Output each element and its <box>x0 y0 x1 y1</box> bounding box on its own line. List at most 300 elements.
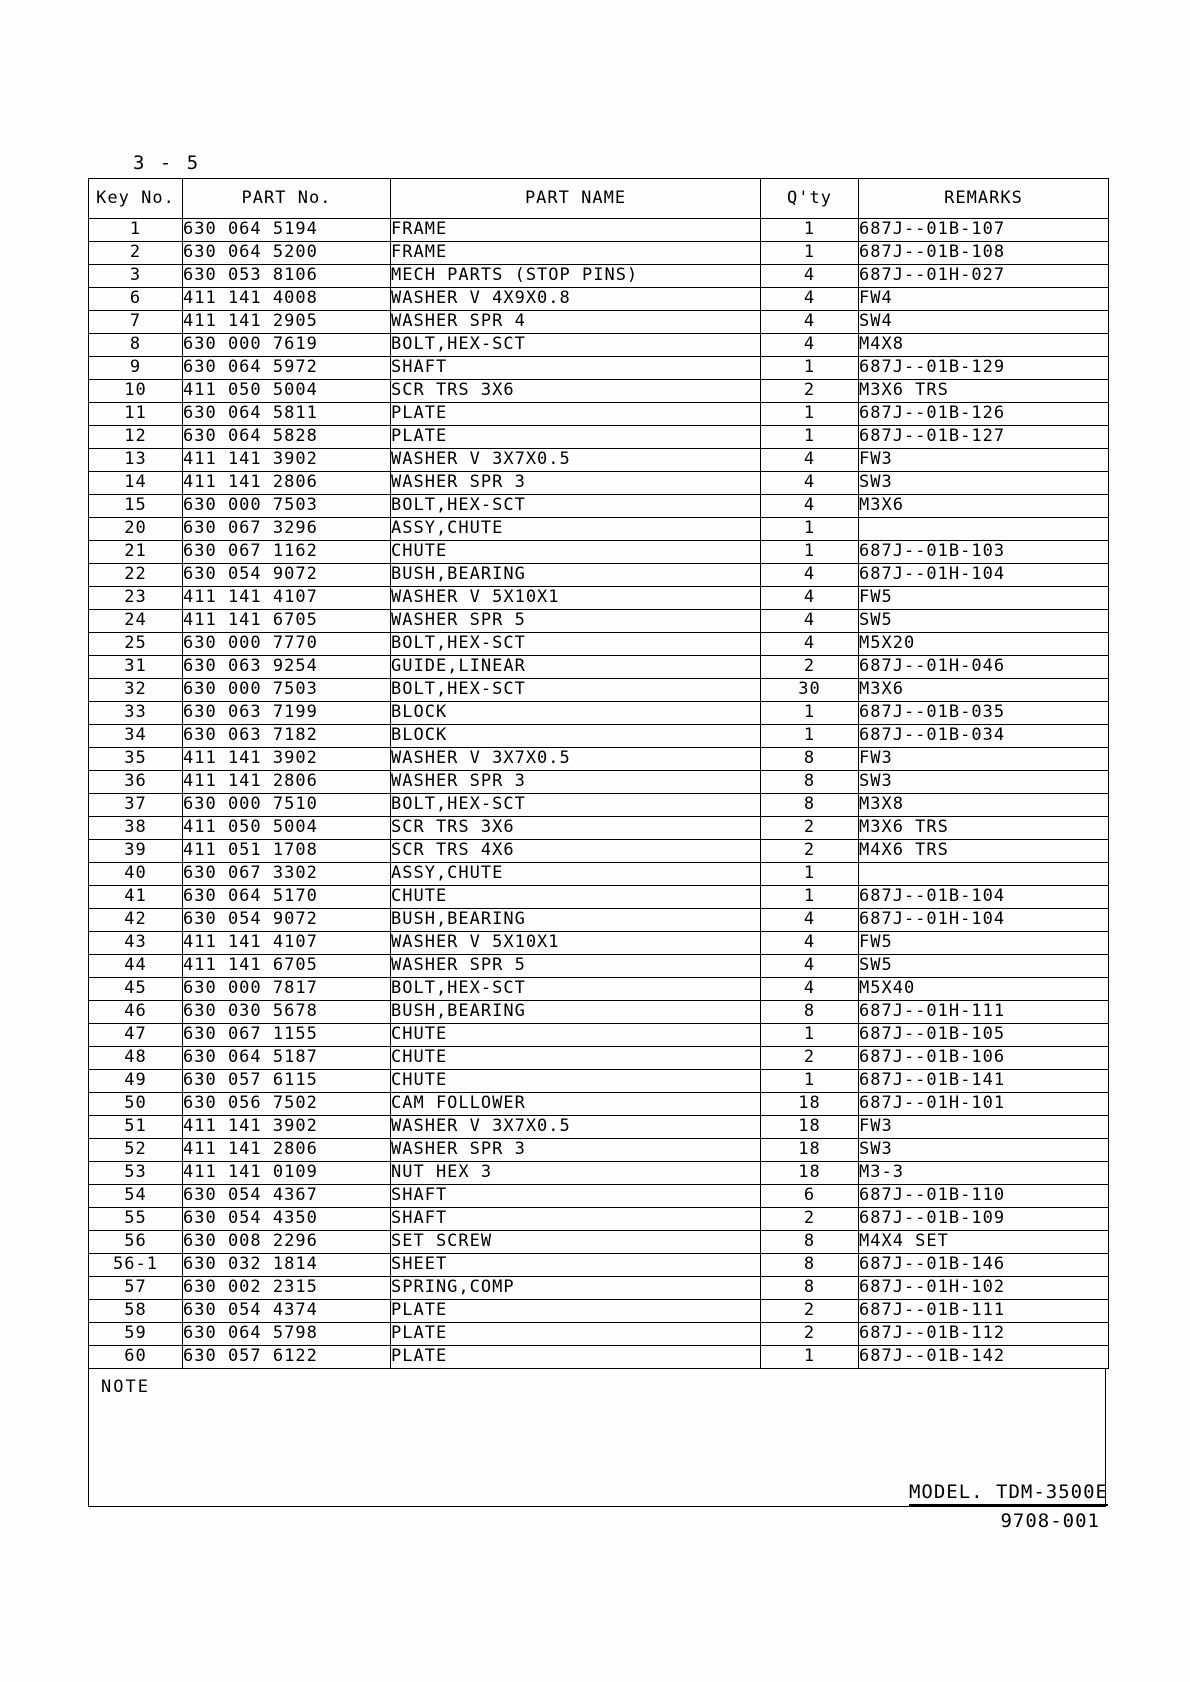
column-header-qty: Q'ty <box>761 179 859 219</box>
document-footer <box>909 1481 1108 1532</box>
table-header-row <box>89 179 1109 219</box>
cell-remarks: M5X40 <box>859 978 1109 1001</box>
cell-part-no: 411 141 3902 <box>183 748 391 771</box>
table-row <box>89 1024 1109 1047</box>
cell-qty: 1 <box>761 541 859 564</box>
table-row <box>89 1346 1109 1369</box>
table-row <box>89 265 1109 288</box>
cell-part-name: PLATE <box>391 403 761 426</box>
cell-qty: 1 <box>761 863 859 886</box>
cell-part-name: WASHER V 5X10X1 <box>391 932 761 955</box>
table-row <box>89 1185 1109 1208</box>
cell-part-name: WASHER V 3X7X0.5 <box>391 449 761 472</box>
table-row <box>89 1116 1109 1139</box>
table-row <box>89 955 1109 978</box>
model-label: MODEL. TDM-3500E <box>909 1481 1108 1506</box>
cell-key-no: 31 <box>89 656 183 679</box>
cell-key-no: 56-1 <box>89 1254 183 1277</box>
cell-part-name: WASHER V 3X7X0.5 <box>391 1116 761 1139</box>
cell-part-no: 411 141 4107 <box>183 932 391 955</box>
cell-part-no: 411 051 1708 <box>183 840 391 863</box>
cell-qty: 1 <box>761 702 859 725</box>
cell-remarks: 687J--01B-112 <box>859 1323 1109 1346</box>
cell-qty: 6 <box>761 1185 859 1208</box>
table-header <box>89 179 1109 219</box>
cell-key-no: 1 <box>89 219 183 242</box>
table-row <box>89 1300 1109 1323</box>
cell-remarks: M3X6 TRS <box>859 817 1109 840</box>
table-row <box>89 748 1109 771</box>
cell-qty: 1 <box>761 725 859 748</box>
cell-key-no: 24 <box>89 610 183 633</box>
cell-part-no: 630 063 7182 <box>183 725 391 748</box>
cell-part-no: 411 050 5004 <box>183 817 391 840</box>
cell-part-name: BOLT,HEX-SCT <box>391 495 761 518</box>
cell-part-name: SCR TRS 3X6 <box>391 817 761 840</box>
cell-part-name: PLATE <box>391 1300 761 1323</box>
cell-remarks: M4X4 SET <box>859 1231 1109 1254</box>
cell-qty: 2 <box>761 1300 859 1323</box>
cell-qty: 4 <box>761 495 859 518</box>
table-row <box>89 725 1109 748</box>
cell-part-name: SET SCREW <box>391 1231 761 1254</box>
cell-part-no: 630 063 7199 <box>183 702 391 725</box>
cell-part-no: 411 141 2806 <box>183 472 391 495</box>
cell-qty: 2 <box>761 1208 859 1231</box>
cell-qty: 4 <box>761 587 859 610</box>
cell-qty: 4 <box>761 449 859 472</box>
cell-part-name: BOLT,HEX-SCT <box>391 978 761 1001</box>
cell-key-no: 22 <box>89 564 183 587</box>
table-row <box>89 932 1109 955</box>
cell-remarks: FW3 <box>859 748 1109 771</box>
cell-qty: 4 <box>761 334 859 357</box>
cell-qty: 4 <box>761 610 859 633</box>
table-row <box>89 541 1109 564</box>
cell-qty: 18 <box>761 1093 859 1116</box>
table-row <box>89 610 1109 633</box>
table-row <box>89 1047 1109 1070</box>
table-row <box>89 518 1109 541</box>
cell-part-no: 630 056 7502 <box>183 1093 391 1116</box>
cell-key-no: 40 <box>89 863 183 886</box>
cell-key-no: 3 <box>89 265 183 288</box>
cell-remarks: FW3 <box>859 449 1109 472</box>
table-row <box>89 403 1109 426</box>
cell-remarks: 687J--01B-108 <box>859 242 1109 265</box>
cell-part-name: SHAFT <box>391 1208 761 1231</box>
cell-part-name: WASHER V 4X9X0.8 <box>391 288 761 311</box>
cell-part-name: SHAFT <box>391 1185 761 1208</box>
cell-part-no: 630 064 5798 <box>183 1323 391 1346</box>
cell-part-name: BOLT,HEX-SCT <box>391 334 761 357</box>
cell-part-no: 630 053 8106 <box>183 265 391 288</box>
cell-part-no: 630 000 7619 <box>183 334 391 357</box>
parts-list-table <box>88 178 1109 1369</box>
cell-part-no: 630 000 7510 <box>183 794 391 817</box>
table-body <box>89 219 1109 1369</box>
cell-part-name: BLOCK <box>391 702 761 725</box>
cell-qty: 1 <box>761 403 859 426</box>
table-row <box>89 426 1109 449</box>
cell-part-no: 411 141 4107 <box>183 587 391 610</box>
cell-remarks: 687J--01B-105 <box>859 1024 1109 1047</box>
table-row <box>89 1070 1109 1093</box>
table-row <box>89 587 1109 610</box>
cell-remarks: 687J--01B-129 <box>859 357 1109 380</box>
cell-key-no: 49 <box>89 1070 183 1093</box>
cell-part-no: 411 141 4008 <box>183 288 391 311</box>
cell-qty: 1 <box>761 242 859 265</box>
cell-part-no: 630 000 7503 <box>183 679 391 702</box>
cell-key-no: 13 <box>89 449 183 472</box>
cell-qty: 2 <box>761 656 859 679</box>
cell-part-name: WASHER SPR 4 <box>391 311 761 334</box>
cell-remarks: 687J--01H-104 <box>859 909 1109 932</box>
cell-remarks: SW3 <box>859 771 1109 794</box>
table-row <box>89 1139 1109 1162</box>
cell-key-no: 51 <box>89 1116 183 1139</box>
cell-key-no: 46 <box>89 1001 183 1024</box>
document-number: 9708-001 <box>1000 1510 1100 1532</box>
cell-qty: 4 <box>761 978 859 1001</box>
table-row <box>89 886 1109 909</box>
cell-qty: 1 <box>761 219 859 242</box>
cell-remarks: FW4 <box>859 288 1109 311</box>
table-row <box>89 1162 1109 1185</box>
cell-part-name: WASHER SPR 5 <box>391 610 761 633</box>
cell-remarks: 687J--01H-111 <box>859 1001 1109 1024</box>
cell-part-name: BOLT,HEX-SCT <box>391 679 761 702</box>
cell-key-no: 52 <box>89 1139 183 1162</box>
cell-key-no: 48 <box>89 1047 183 1070</box>
cell-remarks: M3-3 <box>859 1162 1109 1185</box>
cell-qty: 2 <box>761 380 859 403</box>
cell-part-name: PLATE <box>391 1346 761 1369</box>
table-row <box>89 1254 1109 1277</box>
cell-key-no: 34 <box>89 725 183 748</box>
cell-part-no: 630 067 1162 <box>183 541 391 564</box>
cell-qty: 1 <box>761 518 859 541</box>
table-row <box>89 978 1109 1001</box>
cell-remarks: M3X6 <box>859 679 1109 702</box>
column-header-key-no: Key No. <box>89 179 183 219</box>
cell-key-no: 58 <box>89 1300 183 1323</box>
cell-part-name: WASHER SPR 5 <box>391 955 761 978</box>
cell-qty: 4 <box>761 633 859 656</box>
cell-part-name: BUSH,BEARING <box>391 1001 761 1024</box>
table-row <box>89 219 1109 242</box>
cell-part-name: GUIDE,LINEAR <box>391 656 761 679</box>
table-row <box>89 817 1109 840</box>
cell-key-no: 9 <box>89 357 183 380</box>
cell-remarks: 687J--01B-104 <box>859 886 1109 909</box>
cell-qty: 2 <box>761 1047 859 1070</box>
cell-qty: 1 <box>761 426 859 449</box>
cell-key-no: 50 <box>89 1093 183 1116</box>
cell-remarks: 687J--01H-027 <box>859 265 1109 288</box>
cell-qty: 4 <box>761 311 859 334</box>
cell-part-name: NUT HEX 3 <box>391 1162 761 1185</box>
page-section-number: 3 - 5 <box>133 152 201 174</box>
table-row <box>89 1323 1109 1346</box>
note-label: NOTE <box>101 1377 150 1397</box>
cell-part-no: 630 064 5811 <box>183 403 391 426</box>
cell-key-no: 33 <box>89 702 183 725</box>
cell-key-no: 56 <box>89 1231 183 1254</box>
cell-key-no: 39 <box>89 840 183 863</box>
cell-qty: 1 <box>761 1024 859 1047</box>
table-row <box>89 656 1109 679</box>
cell-remarks: 687J--01H-104 <box>859 564 1109 587</box>
cell-remarks: 687J--01H-102 <box>859 1277 1109 1300</box>
table-row <box>89 909 1109 932</box>
cell-key-no: 21 <box>89 541 183 564</box>
cell-part-no: 411 141 0109 <box>183 1162 391 1185</box>
cell-part-no: 630 064 5187 <box>183 1047 391 1070</box>
table-row <box>89 311 1109 334</box>
cell-part-name: ASSY,CHUTE <box>391 518 761 541</box>
cell-remarks: 687J--01B-146 <box>859 1254 1109 1277</box>
cell-key-no: 38 <box>89 817 183 840</box>
table-row <box>89 380 1109 403</box>
cell-key-no: 32 <box>89 679 183 702</box>
column-header-part-name: PART NAME <box>391 179 761 219</box>
cell-key-no: 36 <box>89 771 183 794</box>
cell-qty: 4 <box>761 265 859 288</box>
table-row <box>89 1231 1109 1254</box>
cell-qty: 4 <box>761 955 859 978</box>
cell-part-name: SCR TRS 3X6 <box>391 380 761 403</box>
cell-part-no: 411 141 6705 <box>183 610 391 633</box>
cell-qty: 2 <box>761 840 859 863</box>
cell-remarks: 687J--01H-046 <box>859 656 1109 679</box>
cell-key-no: 35 <box>89 748 183 771</box>
cell-part-no: 411 141 3902 <box>183 449 391 472</box>
cell-key-no: 55 <box>89 1208 183 1231</box>
cell-remarks: 687J--01B-110 <box>859 1185 1109 1208</box>
cell-part-no: 630 067 3302 <box>183 863 391 886</box>
cell-qty: 4 <box>761 472 859 495</box>
cell-key-no: 25 <box>89 633 183 656</box>
cell-part-name: CHUTE <box>391 1070 761 1093</box>
table-row <box>89 840 1109 863</box>
cell-key-no: 15 <box>89 495 183 518</box>
cell-part-name: WASHER SPR 3 <box>391 472 761 495</box>
cell-part-no: 630 000 7503 <box>183 495 391 518</box>
cell-key-no: 20 <box>89 518 183 541</box>
cell-part-no: 411 141 2905 <box>183 311 391 334</box>
cell-qty: 8 <box>761 1277 859 1300</box>
cell-part-name: CAM FOLLOWER <box>391 1093 761 1116</box>
cell-qty: 8 <box>761 748 859 771</box>
cell-part-name: MECH PARTS (STOP PINS) <box>391 265 761 288</box>
cell-remarks: M3X6 <box>859 495 1109 518</box>
cell-qty: 18 <box>761 1139 859 1162</box>
cell-part-no: 411 141 2806 <box>183 1139 391 1162</box>
table-row <box>89 288 1109 311</box>
table-row <box>89 242 1109 265</box>
cell-part-no: 630 064 5972 <box>183 357 391 380</box>
cell-part-no: 630 057 6122 <box>183 1346 391 1369</box>
cell-key-no: 42 <box>89 909 183 932</box>
cell-part-name: FRAME <box>391 242 761 265</box>
cell-part-no: 630 067 1155 <box>183 1024 391 1047</box>
cell-part-name: SCR TRS 4X6 <box>391 840 761 863</box>
cell-part-name: CHUTE <box>391 541 761 564</box>
cell-remarks: 687J--01H-101 <box>859 1093 1109 1116</box>
cell-key-no: 47 <box>89 1024 183 1047</box>
cell-part-no: 630 008 2296 <box>183 1231 391 1254</box>
cell-part-name: PLATE <box>391 426 761 449</box>
cell-key-no: 60 <box>89 1346 183 1369</box>
cell-remarks: FW3 <box>859 1116 1109 1139</box>
table-row <box>89 794 1109 817</box>
cell-qty: 2 <box>761 1323 859 1346</box>
cell-key-no: 41 <box>89 886 183 909</box>
cell-key-no: 14 <box>89 472 183 495</box>
cell-qty: 4 <box>761 932 859 955</box>
cell-remarks: 687J--01B-034 <box>859 725 1109 748</box>
cell-qty: 4 <box>761 564 859 587</box>
cell-part-name: BUSH,BEARING <box>391 909 761 932</box>
cell-part-no: 630 054 4367 <box>183 1185 391 1208</box>
cell-part-no: 411 050 5004 <box>183 380 391 403</box>
table-row <box>89 633 1109 656</box>
table-row <box>89 449 1109 472</box>
cell-part-no: 630 064 5828 <box>183 426 391 449</box>
cell-part-name: FRAME <box>391 219 761 242</box>
cell-part-no: 630 054 9072 <box>183 564 391 587</box>
cell-part-no: 411 141 3902 <box>183 1116 391 1139</box>
cell-key-no: 57 <box>89 1277 183 1300</box>
cell-part-name: CHUTE <box>391 1024 761 1047</box>
table-row <box>89 1093 1109 1116</box>
table-row <box>89 771 1109 794</box>
cell-remarks: 687J--01B-103 <box>859 541 1109 564</box>
table-row <box>89 863 1109 886</box>
cell-qty: 4 <box>761 288 859 311</box>
cell-part-no: 630 057 6115 <box>183 1070 391 1093</box>
cell-part-no: 411 141 6705 <box>183 955 391 978</box>
column-header-part-no: PART No. <box>183 179 391 219</box>
cell-part-name: WASHER SPR 3 <box>391 1139 761 1162</box>
cell-remarks: 687J--01B-111 <box>859 1300 1109 1323</box>
cell-qty: 8 <box>761 771 859 794</box>
cell-part-no: 630 054 4350 <box>183 1208 391 1231</box>
cell-remarks: 687J--01B-035 <box>859 702 1109 725</box>
cell-remarks: FW5 <box>859 587 1109 610</box>
cell-key-no: 12 <box>89 426 183 449</box>
cell-part-no: 630 002 2315 <box>183 1277 391 1300</box>
cell-part-name: BLOCK <box>391 725 761 748</box>
table-row <box>89 357 1109 380</box>
cell-qty: 8 <box>761 1254 859 1277</box>
cell-remarks: M4X6 TRS <box>859 840 1109 863</box>
cell-part-no: 630 064 5170 <box>183 886 391 909</box>
cell-remarks: 687J--01B-126 <box>859 403 1109 426</box>
cell-remarks: M3X6 TRS <box>859 380 1109 403</box>
cell-part-name: WASHER V 5X10X1 <box>391 587 761 610</box>
cell-part-no: 630 000 7817 <box>183 978 391 1001</box>
cell-qty: 1 <box>761 1346 859 1369</box>
cell-part-name: BOLT,HEX-SCT <box>391 633 761 656</box>
cell-part-no: 630 067 3296 <box>183 518 391 541</box>
cell-remarks: 687J--01B-142 <box>859 1346 1109 1369</box>
column-header-remarks: REMARKS <box>859 179 1109 219</box>
table-row <box>89 564 1109 587</box>
cell-remarks: 687J--01B-141 <box>859 1070 1109 1093</box>
table-row <box>89 472 1109 495</box>
cell-part-name: CHUTE <box>391 886 761 909</box>
cell-part-name: WASHER SPR 3 <box>391 771 761 794</box>
cell-qty: 18 <box>761 1162 859 1185</box>
cell-part-name: BUSH,BEARING <box>391 564 761 587</box>
cell-part-no: 630 063 9254 <box>183 656 391 679</box>
cell-key-no: 7 <box>89 311 183 334</box>
cell-qty: 8 <box>761 1231 859 1254</box>
cell-qty: 4 <box>761 909 859 932</box>
cell-part-no: 630 030 5678 <box>183 1001 391 1024</box>
table-row <box>89 1277 1109 1300</box>
cell-remarks <box>859 518 1109 541</box>
table-row <box>89 1208 1109 1231</box>
cell-part-no: 630 032 1814 <box>183 1254 391 1277</box>
table-row <box>89 679 1109 702</box>
cell-qty: 1 <box>761 357 859 380</box>
cell-key-no: 59 <box>89 1323 183 1346</box>
cell-remarks: M4X8 <box>859 334 1109 357</box>
cell-qty: 1 <box>761 1070 859 1093</box>
table-row <box>89 702 1109 725</box>
cell-part-no: 630 054 9072 <box>183 909 391 932</box>
cell-key-no: 6 <box>89 288 183 311</box>
cell-key-no: 43 <box>89 932 183 955</box>
cell-key-no: 11 <box>89 403 183 426</box>
cell-key-no: 37 <box>89 794 183 817</box>
cell-remarks: 687J--01B-107 <box>859 219 1109 242</box>
cell-qty: 1 <box>761 886 859 909</box>
cell-part-name: BOLT,HEX-SCT <box>391 794 761 817</box>
table-row <box>89 1001 1109 1024</box>
cell-qty: 8 <box>761 1001 859 1024</box>
cell-key-no: 44 <box>89 955 183 978</box>
cell-remarks <box>859 863 1109 886</box>
cell-remarks: SW5 <box>859 610 1109 633</box>
cell-remarks: M3X8 <box>859 794 1109 817</box>
cell-key-no: 8 <box>89 334 183 357</box>
cell-remarks: SW3 <box>859 1139 1109 1162</box>
cell-remarks: SW5 <box>859 955 1109 978</box>
cell-part-no: 630 054 4374 <box>183 1300 391 1323</box>
cell-part-name: SHEET <box>391 1254 761 1277</box>
cell-key-no: 10 <box>89 380 183 403</box>
table-row <box>89 334 1109 357</box>
cell-remarks: M5X20 <box>859 633 1109 656</box>
cell-part-name: WASHER V 3X7X0.5 <box>391 748 761 771</box>
cell-part-name: SPRING,COMP <box>391 1277 761 1300</box>
parts-list-table-container <box>88 178 1108 1507</box>
cell-qty: 8 <box>761 794 859 817</box>
cell-remarks: SW4 <box>859 311 1109 334</box>
cell-remarks: 687J--01B-106 <box>859 1047 1109 1070</box>
cell-part-no: 630 064 5200 <box>183 242 391 265</box>
cell-key-no: 45 <box>89 978 183 1001</box>
cell-key-no: 53 <box>89 1162 183 1185</box>
cell-key-no: 23 <box>89 587 183 610</box>
cell-remarks: 687J--01B-127 <box>859 426 1109 449</box>
cell-qty: 30 <box>761 679 859 702</box>
